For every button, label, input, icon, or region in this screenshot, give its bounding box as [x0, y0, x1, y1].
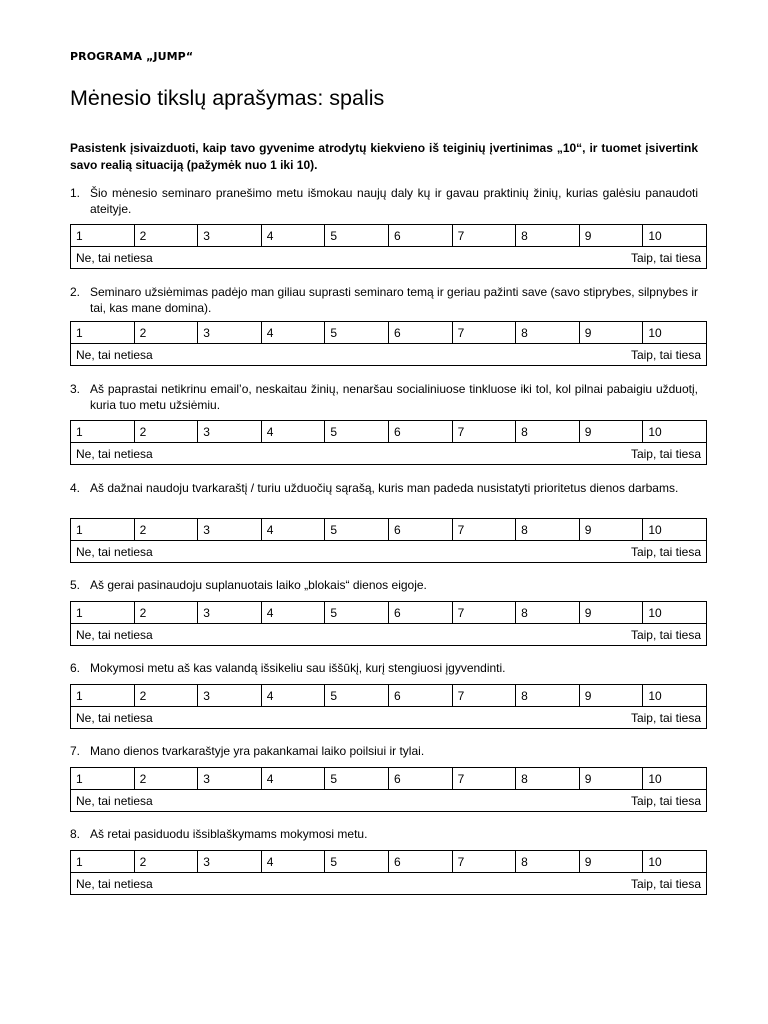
- rating-scale-table: [70, 518, 707, 563]
- rating-cell-10[interactable]: 10: [643, 519, 707, 541]
- rating-cell-3[interactable]: 3: [198, 322, 262, 344]
- scale-right-label: Taip, tai tiesa: [630, 446, 701, 461]
- question-number: 7.: [70, 744, 81, 758]
- rating-row: [71, 768, 707, 790]
- rating-cell-7[interactable]: 7: [452, 768, 516, 790]
- rating-cell-9[interactable]: 9: [579, 225, 643, 247]
- question-statement: Aš gerai pasinaudoju suplanuotais laiko „blokais“ dienos eigoje.: [90, 578, 427, 592]
- rating-cell-9[interactable]: 9: [579, 519, 643, 541]
- question-number: 8.: [70, 827, 81, 841]
- rating-cell-4[interactable]: 4: [261, 225, 325, 247]
- instructions: Pasistenk įsivaizduoti, kaip tavo gyvenime atrodytų kiekvieno iš teiginių įvertinimas „10“, ir tuomet įsivertink savo realią situaciją (pažymėk nuo 1 iki 10).: [70, 141, 698, 172]
- rating-cell-5[interactable]: 5: [325, 685, 389, 707]
- rating-cell-5[interactable]: 5: [325, 602, 389, 624]
- rating-cell-8[interactable]: 8: [516, 851, 580, 873]
- rating-scale-table: [70, 420, 707, 465]
- question-statement: Mano dienos tvarkaraštyje yra pakankamai laiko poilsiui ir tylai.: [90, 744, 425, 758]
- rating-cell-7[interactable]: 7: [452, 225, 516, 247]
- rating-cell-8[interactable]: 8: [516, 685, 580, 707]
- scale-left-label: Ne, tai netiesa: [76, 446, 153, 461]
- scale-anchor-row: [71, 790, 707, 812]
- rating-scale-table: [70, 224, 707, 269]
- scale-anchor-row: [71, 873, 707, 895]
- rating-cell-7[interactable]: 7: [452, 602, 516, 624]
- question-statement: Mokymosi metu aš kas valandą išsikeliu sau iššūkį, kurį stengiuosi įgyvendinti.: [90, 661, 506, 675]
- question-text: [70, 284, 698, 316]
- rating-cell-10[interactable]: 10: [643, 602, 707, 624]
- scale-anchor-cell: [71, 344, 707, 366]
- rating-scale-table: [70, 850, 707, 895]
- scale-left-label: Ne, tai netiesa: [76, 627, 153, 642]
- rating-cell-8[interactable]: 8: [516, 519, 580, 541]
- rating-cell-10[interactable]: 10: [643, 225, 707, 247]
- rating-cell-7[interactable]: 7: [452, 421, 516, 443]
- rating-scale-table: [70, 767, 707, 812]
- rating-row: [71, 421, 707, 443]
- rating-cell-1[interactable]: 1: [71, 768, 135, 790]
- question-number: 2.: [70, 285, 81, 299]
- rating-cell-8[interactable]: 8: [516, 322, 580, 344]
- rating-cell-6[interactable]: 6: [388, 685, 452, 707]
- scale-right-label: Taip, tai tiesa: [630, 250, 701, 265]
- rating-cell-1[interactable]: 1: [71, 602, 135, 624]
- rating-row: [71, 225, 707, 247]
- rating-cell-1[interactable]: 1: [71, 851, 135, 873]
- rating-cell-9[interactable]: 9: [579, 768, 643, 790]
- question-statement: Aš paprastai netikrinu email’o, neskaitau žinių, nenaršau socialiniuose tinkluose iki tol, kol pilnai pabaigiu užduotį, kuria tuo metu užsiėmiu.: [90, 382, 698, 412]
- rating-cell-2[interactable]: 2: [134, 685, 198, 707]
- rating-cell-2[interactable]: 2: [134, 225, 198, 247]
- question-statement: Seminaro užsiėmimas padėjo man giliau suprasti seminaro temą ir geriau pažinti save (savo stiprybes, silpnybes ir tai, kas mane domina).: [90, 285, 698, 315]
- rating-cell-10[interactable]: 10: [643, 768, 707, 790]
- rating-cell-1[interactable]: 1: [71, 322, 135, 344]
- scale-anchor-row: [71, 707, 707, 729]
- rating-row: [71, 602, 707, 624]
- rating-cell-4[interactable]: 4: [261, 685, 325, 707]
- scale-left-label: Ne, tai netiesa: [76, 710, 153, 725]
- scale-anchor-cell: [71, 443, 707, 465]
- scale-anchor-row: [71, 541, 707, 563]
- scale-right-label: Taip, tai tiesa: [630, 710, 701, 725]
- question-statement: Aš retai pasiduodu išsiblaškymams mokymosi metu.: [90, 827, 368, 841]
- scale-left-label: Ne, tai netiesa: [76, 250, 153, 265]
- rating-cell-6[interactable]: 6: [388, 322, 452, 344]
- rating-cell-3[interactable]: 3: [198, 225, 262, 247]
- rating-cell-3[interactable]: 3: [198, 602, 262, 624]
- scale-anchor-cell: [71, 873, 707, 895]
- rating-cell-3[interactable]: 3: [198, 519, 262, 541]
- rating-cell-10[interactable]: 10: [643, 322, 707, 344]
- rating-cell-8[interactable]: 8: [516, 602, 580, 624]
- rating-cell-8[interactable]: 8: [516, 768, 580, 790]
- rating-row: [71, 519, 707, 541]
- question-number: 4.: [70, 481, 81, 495]
- rating-cell-10[interactable]: 10: [643, 685, 707, 707]
- rating-cell-6[interactable]: 6: [388, 851, 452, 873]
- rating-cell-8[interactable]: 8: [516, 421, 580, 443]
- rating-cell-9[interactable]: 9: [579, 602, 643, 624]
- question-number: 5.: [70, 578, 81, 592]
- scale-anchor-row: [71, 443, 707, 465]
- rating-row: [71, 851, 707, 873]
- rating-cell-1[interactable]: 1: [71, 225, 135, 247]
- scale-anchor-row: [71, 624, 707, 646]
- rating-cell-5[interactable]: 5: [325, 225, 389, 247]
- rating-cell-4[interactable]: 4: [261, 602, 325, 624]
- rating-cell-3[interactable]: 3: [198, 768, 262, 790]
- rating-cell-6[interactable]: 6: [388, 519, 452, 541]
- rating-cell-9[interactable]: 9: [579, 685, 643, 707]
- rating-cell-2[interactable]: 2: [134, 851, 198, 873]
- rating-row: [71, 322, 707, 344]
- rating-row: [71, 685, 707, 707]
- question-text: [70, 185, 698, 217]
- rating-cell-5[interactable]: 5: [325, 519, 389, 541]
- rating-cell-9[interactable]: 9: [579, 421, 643, 443]
- scale-anchor-cell: [71, 247, 707, 269]
- scale-left-label: Ne, tai netiesa: [76, 793, 153, 808]
- scale-right-label: Taip, tai tiesa: [630, 876, 701, 891]
- question-statement: Aš dažnai naudoju tvarkaraštį / turiu užduočių sąrašą, kuris man padeda nusistatyti prioritetus dienos darbams.: [90, 481, 679, 495]
- rating-cell-3[interactable]: 3: [198, 421, 262, 443]
- rating-cell-5[interactable]: 5: [325, 851, 389, 873]
- scale-left-label: Ne, tai netiesa: [76, 347, 153, 362]
- rating-cell-3[interactable]: 3: [198, 851, 262, 873]
- question-number: 6.: [70, 661, 81, 675]
- rating-scale-table: [70, 601, 707, 646]
- rating-cell-10[interactable]: 10: [643, 851, 707, 873]
- rating-cell-7[interactable]: 7: [452, 519, 516, 541]
- scale-right-label: Taip, tai tiesa: [630, 793, 701, 808]
- rating-cell-2[interactable]: 2: [134, 768, 198, 790]
- rating-cell-4[interactable]: 4: [261, 768, 325, 790]
- rating-scale-table: [70, 321, 707, 366]
- scale-right-label: Taip, tai tiesa: [630, 544, 701, 559]
- rating-cell-7[interactable]: 7: [452, 685, 516, 707]
- page-title: Mėnesio tikslų aprašymas: spalis: [70, 86, 385, 110]
- rating-cell-6[interactable]: 6: [388, 225, 452, 247]
- rating-cell-9[interactable]: 9: [579, 322, 643, 344]
- question-number: 1.: [70, 186, 81, 200]
- rating-cell-7[interactable]: 7: [452, 851, 516, 873]
- rating-cell-2[interactable]: 2: [134, 519, 198, 541]
- scale-anchor-row: [71, 247, 707, 269]
- rating-cell-2[interactable]: 2: [134, 602, 198, 624]
- rating-cell-6[interactable]: 6: [388, 768, 452, 790]
- scale-left-label: Ne, tai netiesa: [76, 544, 153, 559]
- rating-cell-4[interactable]: 4: [261, 322, 325, 344]
- question-statement: Šio mėnesio seminaro pranešimo metu išmokau naujų daly kų ir gavau praktinių žinių, kurias galėsiu panaudoti ateityje.: [90, 186, 698, 216]
- rating-cell-7[interactable]: 7: [452, 322, 516, 344]
- question-number: 3.: [70, 382, 81, 396]
- rating-cell-1[interactable]: 1: [71, 519, 135, 541]
- rating-cell-8[interactable]: 8: [516, 225, 580, 247]
- scale-anchor-cell: [71, 790, 707, 812]
- program-label: PROGRAMA „JUMP“: [70, 50, 194, 63]
- rating-cell-4[interactable]: 4: [261, 421, 325, 443]
- question-text: [70, 826, 698, 842]
- rating-cell-5[interactable]: 5: [325, 768, 389, 790]
- rating-cell-6[interactable]: 6: [388, 602, 452, 624]
- rating-cell-4[interactable]: 4: [261, 519, 325, 541]
- rating-cell-4[interactable]: 4: [261, 851, 325, 873]
- question-text: [70, 480, 698, 496]
- rating-cell-6[interactable]: 6: [388, 421, 452, 443]
- scale-left-label: Ne, tai netiesa: [76, 876, 153, 891]
- scale-anchor-cell: [71, 541, 707, 563]
- question-text: [70, 381, 698, 413]
- rating-cell-1[interactable]: 1: [71, 685, 135, 707]
- rating-cell-3[interactable]: 3: [198, 685, 262, 707]
- scale-right-label: Taip, tai tiesa: [630, 347, 701, 362]
- rating-cell-2[interactable]: 2: [134, 421, 198, 443]
- scale-anchor-cell: [71, 624, 707, 646]
- rating-cell-10[interactable]: 10: [643, 421, 707, 443]
- rating-cell-5[interactable]: 5: [325, 322, 389, 344]
- scale-right-label: Taip, tai tiesa: [630, 627, 701, 642]
- question-text: [70, 743, 698, 759]
- scale-anchor-row: [71, 344, 707, 366]
- question-text: [70, 660, 698, 676]
- rating-cell-9[interactable]: 9: [579, 851, 643, 873]
- scale-anchor-cell: [71, 707, 707, 729]
- rating-scale-table: [70, 684, 707, 729]
- rating-cell-5[interactable]: 5: [325, 421, 389, 443]
- rating-cell-2[interactable]: 2: [134, 322, 198, 344]
- question-text: [70, 577, 698, 593]
- rating-cell-1[interactable]: 1: [71, 421, 135, 443]
